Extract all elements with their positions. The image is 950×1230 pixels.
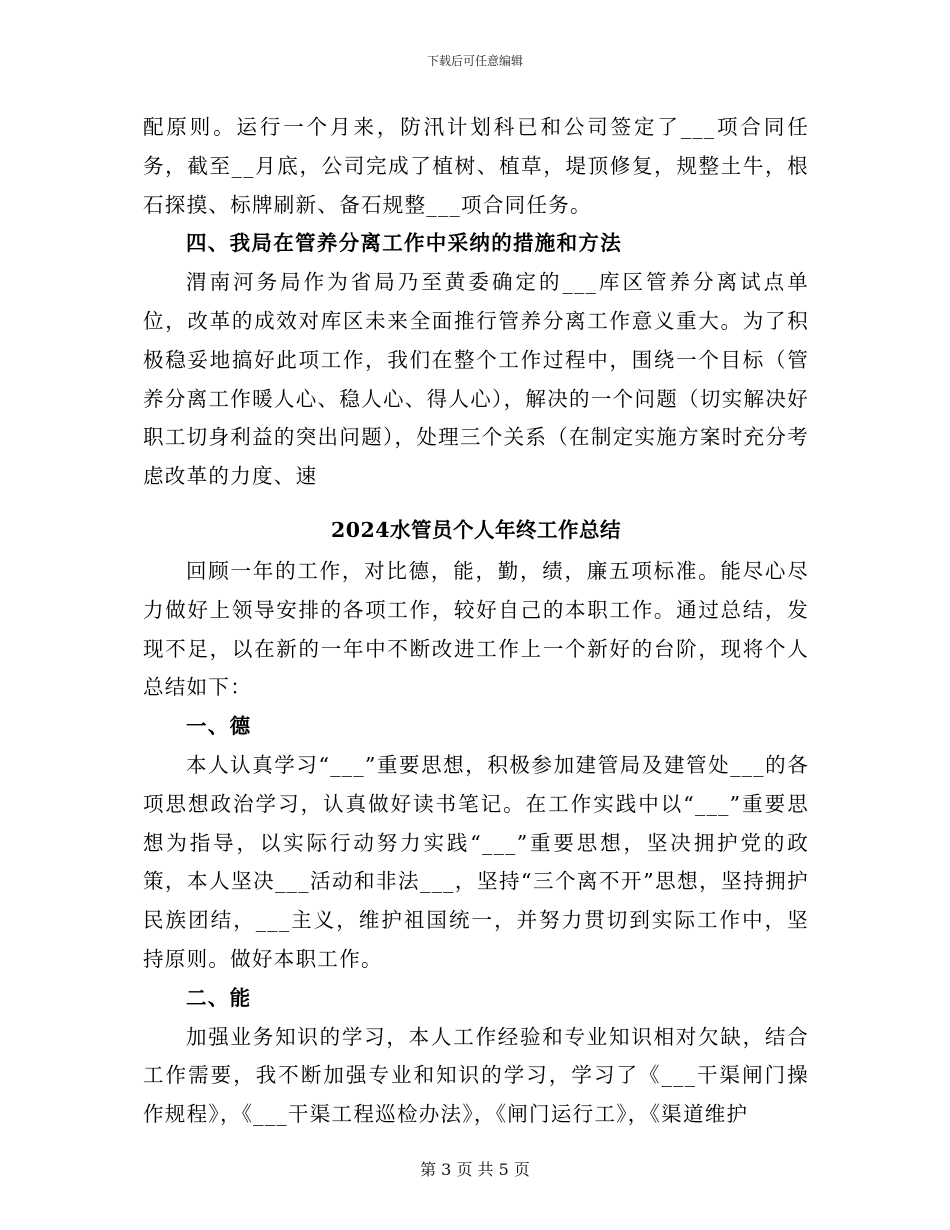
section-heading-measures: 四、我局在管养分离工作中采纳的措施和方法 (186, 231, 622, 256)
intro-paragraph: 回顾一年的工作，对比德，能，勤，绩，廉五项标准。能尽心尽力做好上领导安排的各项工作，较好自己的本职工作。通过总结，发现不足，以在新的一年中不断改进工作上一个新好的台阶，现将个人总结如下： (143, 558, 809, 700)
neng-paragraph: 加强业务知识的学习，本人工作经验和专业知识相对欠缺，结合工作需要，我不断加强专业和知识的学习，学习了《___干渠闸门操作规程》，《___干渠工程巡检办法》，《闸门运行工》，《渠道维护 (143, 1024, 809, 1127)
page-header: 下载后可任意编辑 (426, 54, 523, 68)
measures-paragraph: 渭南河务局作为省局乃至黄委确定的___库区管养分离试点单位，改革的成效对库区未来全面推行管养分离工作意义重大。为了积极稳妥地搞好此项工作，我们在整个工作过程中，围绕一个目标（管养分离工作暖人心、稳人心、得人心），解决的一个问题（切实解决好职工切身利益的突出问题），处理三个关系（在制定实施方案时充分考虑改革的力度、速 (143, 270, 809, 489)
page-footer: 第 3 页 共 5 页 (420, 1160, 530, 1179)
continued-paragraph: 配原则。运行一个月来，防汛计划科已和公司签定了___项合同任务，截至__月底，公司完成了植树、植草，堤顶修复，规整土牛，根石探摸、标牌刷新、备石规整___项合同任务。 (143, 115, 809, 217)
document-body (143, 108, 809, 1134)
section-heading-neng: 二、能 (186, 985, 252, 1010)
document-title: 2024水管员个人年终工作总结 (330, 517, 622, 542)
section-heading-de: 一、德 (186, 714, 252, 739)
de-paragraph: 本人认真学习“___”重要思想，积极参加建管局及建管处___的各项思想政治学习，认真做好读书笔记。在工作实践中以“___”重要思想为指导，以实际行动努力实践“___”重要思想，坚决拥护党的政策，本人坚决___活动和非法___，坚持“三个离不开”思想，坚持拥护民族团结，___主义，维护祖国统一，并努力贯切到实际工作中，坚持原则。做好本职工作。 (143, 752, 809, 971)
